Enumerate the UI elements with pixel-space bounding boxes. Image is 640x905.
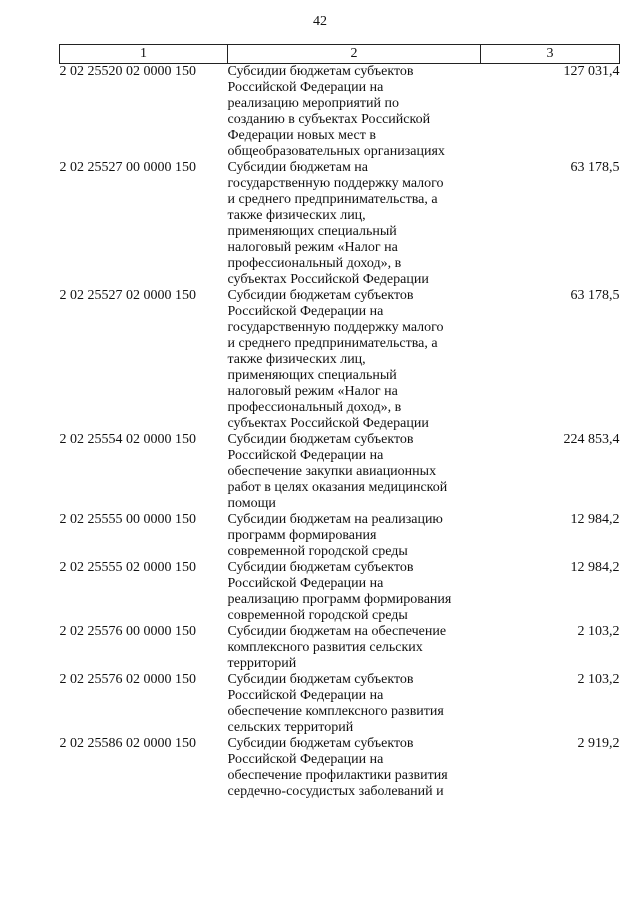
- description-line: Российской Федерации на: [227, 80, 384, 95]
- table-row: [60, 624, 620, 672]
- description-line: сердечно-сосудистых заболеваний и: [227, 784, 444, 799]
- description-line: помощи: [227, 496, 276, 511]
- header-row: [60, 45, 620, 64]
- table-row: [60, 736, 620, 800]
- budget-code: 2 02 25576 00 0000 150: [59, 624, 196, 639]
- amount: 63 178,5: [570, 160, 620, 175]
- description-line: профессиональный доход», в: [227, 256, 402, 271]
- description-line: современной городской среды: [227, 608, 408, 623]
- description-line: и среднего предпринимательства, а: [227, 192, 438, 207]
- description-line: применяющих специальный: [227, 368, 397, 383]
- revenue-description: [228, 432, 481, 512]
- description-line: обеспечение комплексного развития: [227, 704, 444, 719]
- description-line: Субсидии бюджетам на обеспечение: [227, 624, 447, 639]
- budget-code: 2 02 25527 02 0000 150: [59, 288, 196, 303]
- revenue-description: [228, 672, 481, 736]
- description-line: государственную поддержку малого: [227, 176, 444, 191]
- description-line: Субсидии бюджетам субъектов: [227, 560, 414, 575]
- description-line: обеспечение профилактики развития: [227, 768, 448, 783]
- description-line: созданию в субъектах Российской: [227, 112, 431, 127]
- budget-code: 2 02 25586 02 0000 150: [59, 736, 196, 751]
- column-header-name: 2: [228, 45, 481, 64]
- description-line: также физических лиц,: [227, 352, 366, 367]
- amount: 12 984,2: [570, 512, 620, 527]
- table-row: [60, 672, 620, 736]
- table-row: [60, 432, 620, 512]
- description-line: государственную поддержку малого: [227, 320, 444, 335]
- budget-code: 2 02 25554 02 0000 150: [59, 432, 196, 447]
- budget-code: 2 02 25527 00 0000 150: [59, 160, 196, 175]
- amount: 2 103,2: [577, 624, 620, 639]
- budget-table: [59, 44, 620, 800]
- description-line: Субсидии бюджетам на реализацию: [227, 512, 443, 527]
- revenue-description: [228, 624, 481, 672]
- description-line: Российской Федерации на: [227, 688, 384, 703]
- description-line: Российской Федерации на: [227, 576, 384, 591]
- description-line: Российской Федерации на: [227, 304, 384, 319]
- budget-code: 2 02 25555 00 0000 150: [59, 512, 196, 527]
- table-body: [60, 64, 620, 801]
- revenue-description: [228, 512, 481, 560]
- budget-code: 2 02 25576 02 0000 150: [59, 672, 196, 687]
- table-row: [60, 288, 620, 432]
- description-line: Федерации новых мест в: [227, 128, 376, 143]
- description-line: Субсидии бюджетам на: [227, 160, 369, 175]
- description-line: сельских территорий: [227, 720, 354, 735]
- description-line: Российской Федерации на: [227, 752, 384, 767]
- revenue-description: [228, 64, 481, 161]
- description-line: реализацию программ формирования: [227, 592, 452, 607]
- table-row: [60, 560, 620, 624]
- description-line: налоговый режим «Налог на: [227, 240, 398, 255]
- description-line: Субсидии бюджетам субъектов: [227, 672, 414, 687]
- amount: 12 984,2: [570, 560, 620, 575]
- table-row: [60, 64, 620, 161]
- revenue-description: [228, 288, 481, 432]
- description-line: реализацию мероприятий по: [227, 96, 399, 111]
- revenue-description: [228, 736, 481, 800]
- description-line: Российской Федерации на: [227, 448, 384, 463]
- amount: 2 919,2: [577, 736, 620, 751]
- amount: 2 103,2: [577, 672, 620, 687]
- column-header-amount: 3: [481, 45, 620, 64]
- column-header-code: 1: [60, 45, 228, 64]
- budget-code: 2 02 25520 02 0000 150: [59, 64, 196, 79]
- table-row: [60, 160, 620, 288]
- description-line: территорий: [227, 656, 297, 671]
- description-line: обеспечение закупки авиационных: [227, 464, 437, 479]
- description-line: общеобразовательных организациях: [227, 144, 445, 159]
- description-line: Субсидии бюджетам субъектов: [227, 736, 414, 751]
- description-line: применяющих специальный: [227, 224, 397, 239]
- description-line: Субсидии бюджетам субъектов: [227, 64, 414, 79]
- description-line: профессиональный доход», в: [227, 400, 402, 415]
- revenue-description: [228, 160, 481, 288]
- page-number: 42: [313, 14, 327, 29]
- description-line: Субсидии бюджетам субъектов: [227, 432, 414, 447]
- description-line: также физических лиц,: [227, 208, 366, 223]
- description-line: субъектах Российской Федерации: [227, 272, 429, 287]
- description-line: субъектах Российской Федерации: [227, 416, 429, 431]
- amount: 63 178,5: [570, 288, 620, 303]
- description-line: налоговый режим «Налог на: [227, 384, 398, 399]
- description-line: комплексного развития сельских: [227, 640, 423, 655]
- description-line: современной городской среды: [227, 544, 408, 559]
- description-line: и среднего предпринимательства, а: [227, 336, 438, 351]
- revenue-description: [228, 560, 481, 624]
- table-row: [60, 512, 620, 560]
- budget-code: 2 02 25555 02 0000 150: [59, 560, 196, 575]
- description-line: работ в целях оказания медицинской: [227, 480, 448, 495]
- amount: 224 853,4: [563, 432, 620, 447]
- amount: 127 031,4: [563, 64, 620, 79]
- description-line: программ формирования: [227, 528, 377, 543]
- description-line: Субсидии бюджетам субъектов: [227, 288, 414, 303]
